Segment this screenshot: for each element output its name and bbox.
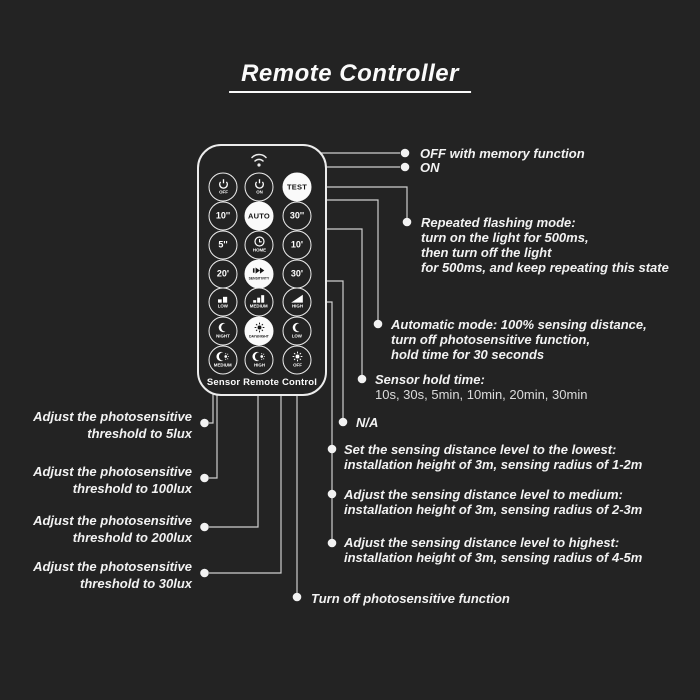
time-30s-button[interactable]: 30'' bbox=[283, 202, 312, 231]
lux-medium-button[interactable]: MEDIUM bbox=[209, 346, 238, 375]
button-label: ON bbox=[255, 189, 263, 195]
time-30min-button[interactable]: 30' bbox=[283, 260, 312, 289]
time-5min-button[interactable]: 5'' bbox=[209, 231, 238, 260]
annotation-threshold-30lux: Adjust the photosensitive threshold to 30lux bbox=[33, 559, 192, 591]
time-20min-button[interactable]: 20' bbox=[209, 260, 238, 289]
lux-low-button[interactable]: LOW bbox=[283, 317, 312, 346]
distance-high-button[interactable]: HIGH bbox=[283, 288, 312, 317]
moon-icon bbox=[217, 322, 229, 334]
signal-medium-icon bbox=[252, 294, 267, 304]
wireless-signal-icon bbox=[247, 150, 271, 170]
annotation-threshold-100lux: Adjust the photosensitive threshold to 100lux bbox=[33, 464, 192, 496]
off-button[interactable] bbox=[209, 173, 238, 202]
button-label: TEST bbox=[287, 182, 307, 191]
annotation-na: N/A bbox=[356, 415, 379, 430]
fast-forward-icon bbox=[252, 266, 266, 276]
distance-medium-button[interactable]: MEDIUM bbox=[245, 288, 274, 317]
sensitivity-button[interactable]: SENSITIVITY bbox=[245, 260, 274, 289]
distance-low-button[interactable]: LOW bbox=[209, 288, 238, 317]
annotation-photosensitive-off: Turn off photosensitive function bbox=[311, 591, 510, 606]
annotation-automatic-mode: Automatic mode: 100% sensing distance, turn off photosensitive function, hold time for 30 seconds bbox=[391, 317, 647, 362]
annotation-distance-lowest: Set the sensing distance level to the lowest: installation height of 3m, sensing radius of 1-2m bbox=[344, 442, 643, 472]
annotation-off-memory: OFF with memory function bbox=[420, 146, 585, 161]
test-button[interactable] bbox=[283, 173, 312, 202]
moon-icon bbox=[291, 322, 303, 334]
annotation-distance-medium: Adjust the sensing distance level to medium: installation height of 3m, sensing radius of 2-3m bbox=[344, 487, 643, 517]
clock-icon bbox=[253, 236, 265, 248]
time-10s-button[interactable]: 10'' bbox=[209, 202, 238, 231]
time-10min-button[interactable]: 10' bbox=[283, 231, 312, 260]
moon-sun-icon bbox=[216, 351, 230, 363]
annotation-on: ON bbox=[420, 160, 440, 175]
sun-icon bbox=[291, 351, 303, 363]
annotation-threshold-5lux: Adjust the photosensitive threshold to 5lux bbox=[33, 409, 192, 441]
annotation-distance-highest: Adjust the sensing distance level to highest: installation height of 3m, sensing radius of 4-5m bbox=[344, 535, 643, 565]
on-button[interactable] bbox=[245, 173, 274, 202]
auto-button[interactable]: AUTO bbox=[245, 202, 274, 231]
lux-daynight-button[interactable]: DAY&NIGHT bbox=[245, 317, 274, 346]
power-icon bbox=[217, 178, 229, 189]
moon-sun-icon bbox=[252, 351, 266, 363]
annotation-threshold-200lux: Adjust the photosensitive threshold to 200lux bbox=[33, 513, 192, 545]
sun-icon bbox=[253, 322, 265, 334]
button-label: OFF bbox=[218, 189, 228, 195]
annotation-flashing-mode: Repeated flashing mode: turn on the light for 500ms, then turn off the light for 500ms, and keep repeating this state bbox=[421, 215, 669, 275]
lux-off-button[interactable]: OFF bbox=[283, 346, 312, 375]
signal-high-icon bbox=[290, 294, 305, 304]
lux-high-button[interactable]: HIGH bbox=[245, 346, 274, 375]
page-title: Remote Controller bbox=[229, 60, 471, 93]
lux-night-button[interactable]: NIGHT bbox=[209, 317, 238, 346]
annotation-sensor-hold-time: Sensor hold time: 10s, 30s, 5min, 10min, 20min, 30min bbox=[375, 372, 588, 402]
power-icon bbox=[253, 178, 265, 189]
home-button[interactable]: HOME bbox=[245, 231, 274, 260]
remote-footer-label: Sensor Remote Control bbox=[206, 377, 318, 388]
signal-low-icon bbox=[216, 294, 231, 304]
